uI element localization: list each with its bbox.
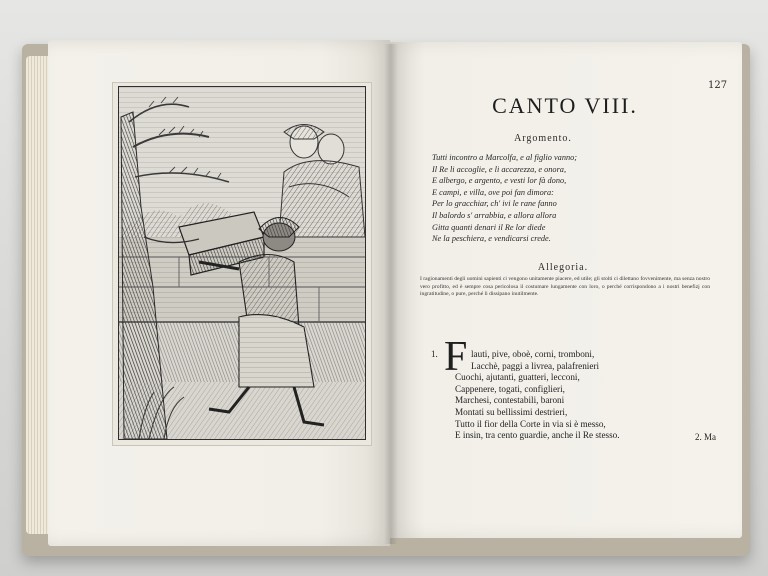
stanza-line: Cuochi, ajutanti, guatteri, lecconi, <box>455 372 580 383</box>
stanza-verses <box>455 349 715 442</box>
argomento-line: Ne la peschiera, e vendicarsi crede. <box>432 234 551 244</box>
page-number: 127 <box>708 80 728 91</box>
catchword: 2. Ma <box>695 432 716 442</box>
engraving-illustration <box>118 86 366 440</box>
argomento-line: Tutti incontro a Marcolfa, e al figlio vanno; <box>432 153 578 162</box>
stanza-line: Tutto il fior della Corte in via si è messo, <box>455 418 606 429</box>
book-gutter <box>384 44 398 544</box>
argomento-line: E campi, e villa, ove poi fan dimora: <box>432 187 554 197</box>
argomento-line: Il balordo s' arrabbia, e allora allora <box>432 210 557 220</box>
argomento-line: Per lo gracchiar, ch' ivi le rane fanno <box>432 199 557 209</box>
stanza-line: Lacchè, paggi a livrea, palafrenieri <box>471 360 600 371</box>
stanza-number: 1. <box>431 349 438 359</box>
stanza-line: Montati su bellissimi destrieri, <box>455 406 568 417</box>
drop-cap: F <box>444 334 468 380</box>
stanza-line: lauti, pive, oboè, corni, tromboni, <box>471 349 595 359</box>
argomento-line: E albergo, e argento, e vesti lor fà dono, <box>432 176 567 186</box>
canto-title: CANTO VIII. <box>492 93 638 118</box>
stanza-line: Marchesi, contestabili, baroni <box>455 395 565 406</box>
argomento-line: Gitta quanti denari il Re lor diede <box>432 222 546 232</box>
stanza-line: E insin, tra cento guardie, anche il Re stesso. <box>455 430 620 441</box>
argomento-verses <box>432 152 662 245</box>
argomento-line: Il Re li accoglie, e li accarezza, e onora, <box>432 164 567 174</box>
stanza-line: Cappenere, togati, configlieri, <box>455 383 565 394</box>
argomento-heading: Argomento. <box>514 133 572 144</box>
engraving-image <box>119 87 365 439</box>
allegoria-heading: Allegoria. <box>537 262 589 273</box>
allegoria-text: I ragionamenti degli uomini sapienti ci vengono unitamente piacere, ed utile; gli stolti ci dilettano fovvenimente, ma senza nostro vero profitto, ed è sempre cosa pericolosa il costumare lungamente con loro, o perché corrispondono a i nostri benefizj con ingratitudine, o pure, perché li dissipano inutilmente. <box>420 276 710 298</box>
